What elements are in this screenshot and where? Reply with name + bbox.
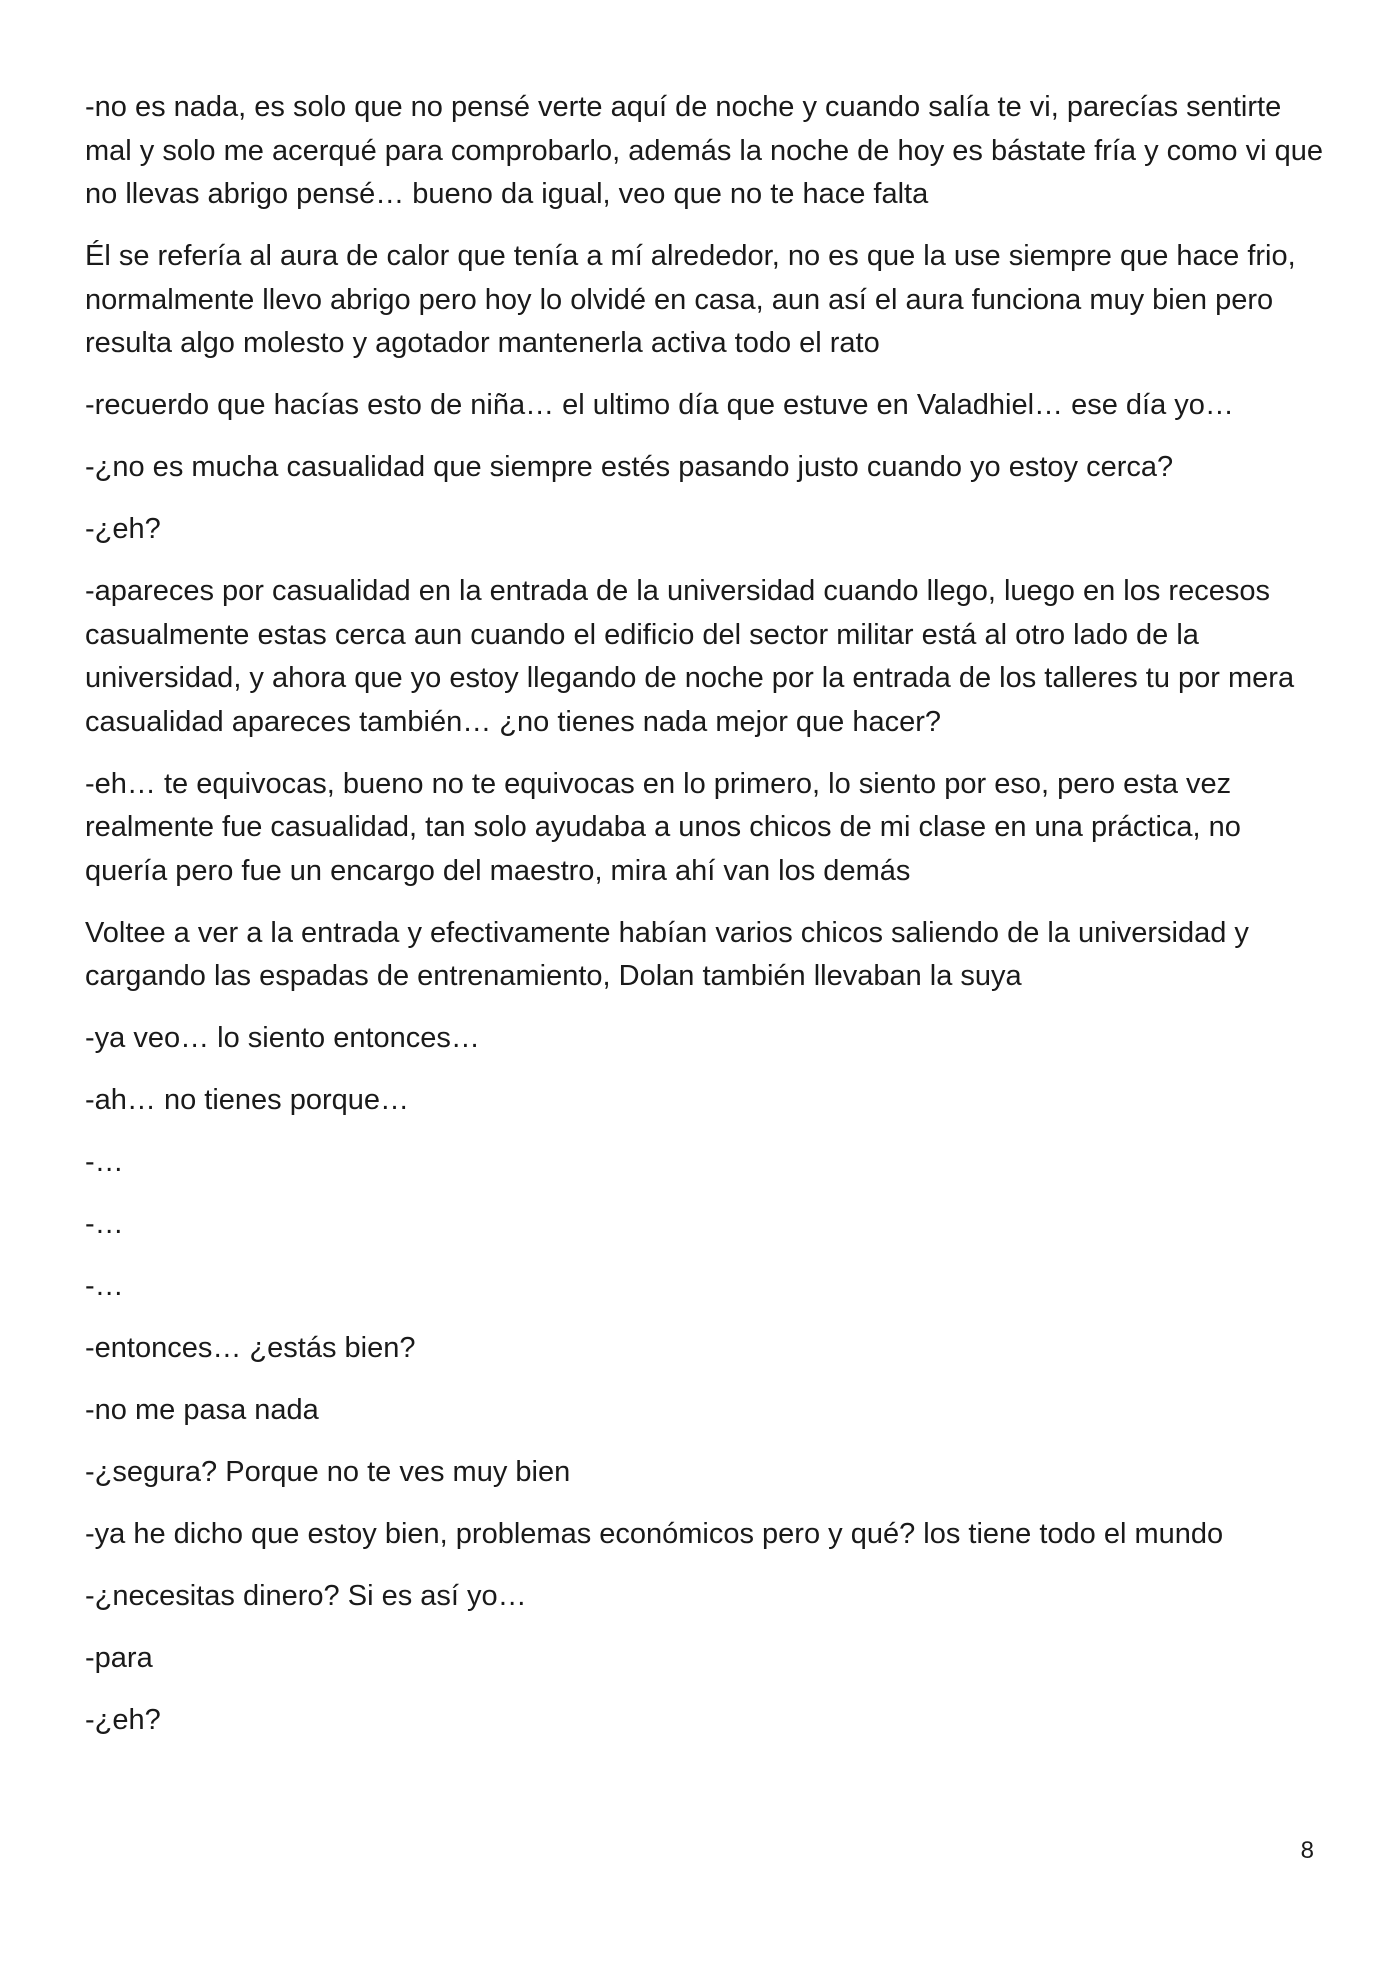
paragraph: -entonces… ¿estás bien? <box>85 1332 416 1364</box>
paragraph: -… <box>85 1270 124 1302</box>
paragraph: -no es nada, es solo que no pensé verte aquí de noche y cuando salía te vi, parecías sentirte mal y solo me acerqué para comprobarlo, además la noche de hoy es bástate fría y como vi que no llevas abrigo pensé… bueno da igual, veo que no te hace falta <box>85 91 1323 210</box>
paragraph: -no me pasa nada <box>85 1394 319 1426</box>
paragraph: -apareces por casualidad en la entrada de la universidad cuando llego, luego en los recesos casualmente estas cerca aun cuando el edificio del sector militar está al otro lado de la universidad, y ahora que yo estoy llegando de noche por la entrada de los talleres tu por mera casualidad apareces también… ¿no tienes nada mejor que hacer? <box>85 575 1295 738</box>
paragraph: -¿eh? <box>85 513 161 545</box>
paragraph: Voltee a ver a la entrada y efectivamente habían varios chicos saliendo de la universidad y cargando las espadas de entrenamiento, Dolan también llevaban la suya <box>85 916 1249 992</box>
page-number: 8 <box>1300 1837 1314 1864</box>
paragraph: -recuerdo que hacías esto de niña… el ultimo día que estuve en Valadhiel… ese día yo… <box>85 389 1234 421</box>
paragraph: -… <box>85 1146 124 1178</box>
paragraph: -¿no es mucha casualidad que siempre estés pasando justo cuando yo estoy cerca? <box>85 451 1174 483</box>
paragraph: -ya he dicho que estoy bien, problemas económicos pero y qué? los tiene todo el mundo <box>85 1518 1224 1550</box>
paragraph: -¿necesitas dinero? Si es así yo… <box>85 1580 527 1612</box>
paragraph: Él se refería al aura de calor que tenía a mí alrededor, no es que la use siempre que hace frio, normalmente llevo abrigo pero hoy lo olvidé en casa, aun así el aura funciona muy bien pero resulta algo molesto y agotador mantenerla activa todo el rato <box>85 240 1296 359</box>
paragraph: -¿eh? <box>85 1704 161 1736</box>
page-body <box>85 86 1325 1761</box>
paragraph: -eh… te equivocas, bueno no te equivocas en lo primero, lo siento por eso, pero esta vez realmente fue casualidad, tan solo ayudaba a unos chicos de mi clase en una práctica, no quería pero fue un encargo del maestro, mira ahí van los demás <box>85 767 1241 887</box>
paragraph: -ah… no tienes porque… <box>85 1084 410 1116</box>
paragraph: -… <box>85 1208 124 1240</box>
paragraph: -para <box>85 1642 153 1674</box>
paragraph: -ya veo… lo siento entonces… <box>85 1022 480 1054</box>
paragraph: -¿segura? Porque no te ves muy bien <box>85 1456 571 1488</box>
